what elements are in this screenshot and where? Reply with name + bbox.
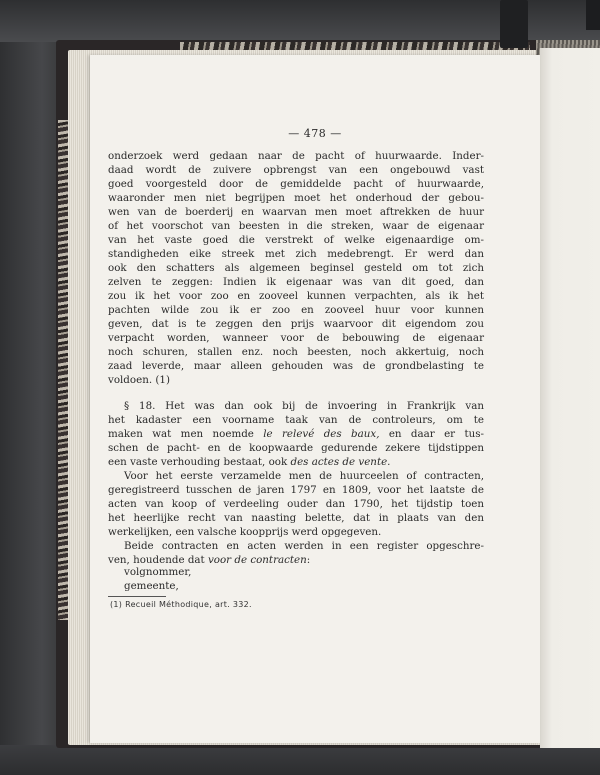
text-line xyxy=(108,456,484,470)
text-line: noch schuren, stallen enz. noch beesten, noch akkertuig, noch xyxy=(108,346,484,358)
text-line xyxy=(108,428,484,442)
text-span: : xyxy=(306,554,311,566)
italic-text: des actes de vente. xyxy=(290,456,391,468)
text-line: verpacht worden, wanneer voor de bebouwing de eigenaar xyxy=(108,332,484,344)
text-line: zelven te zeggen: Indien ik eigenaar was van dit goed, dan xyxy=(108,276,484,288)
text-line: het kadaster een voorname taak van de controleurs, om te xyxy=(108,414,484,426)
text-line: wen van de boerderij en waarvan men moet aftrekken de huur xyxy=(108,206,484,218)
text-line: schen de pacht- en de koopwaarde gedurende zekere tijdstippen xyxy=(108,442,484,454)
scanner-background-bottom xyxy=(0,745,600,775)
text-line: Voor het eerste verzamelde men de huurceelen of contracten, xyxy=(124,470,484,482)
text-span: en daar er tus- xyxy=(379,428,484,440)
text-line: pachten wilde zou ik er zoo en zooveel huur voor kunnen xyxy=(108,304,484,316)
text-line: het heerlijke recht van naasting belette, dat in plaats van den xyxy=(108,512,484,524)
section-heading-line: § 18. Het was dan ook bij de invoering in Frankrijk van xyxy=(124,400,484,412)
text-line: waaronder men niet begrijpen moet het onderhoud der gebou- xyxy=(108,192,484,204)
text-line: geven, dat is te zeggen den prijs waarvoor dit eigendom zou xyxy=(108,318,484,330)
text-line: zaad leverde, maar alleen gehouden was de grondbelasting te xyxy=(108,360,484,372)
text-span: een vaste verhouding bestaat, ook xyxy=(108,456,291,468)
list-item: gemeente, xyxy=(124,580,179,592)
text-line: werkelijken, een valsche koopprijs werd opgegeven. xyxy=(108,526,382,538)
text-line: onderzoek werd gedaan naar de pacht of huurwaarde. Inder- xyxy=(108,150,484,162)
text-line: of het voorschot van beesten in die streken, waar de eigenaar xyxy=(108,220,484,232)
scanner-clip-top xyxy=(500,0,528,48)
footnote-rule xyxy=(108,596,166,597)
text-line: geregistreerd tusschen de jaren 1797 en 1809, voor het laatste de xyxy=(108,484,484,496)
text-line: standigheden eike streek met zich medebrengt. Er werd dan xyxy=(108,248,484,260)
italic-text: le relevé des baux, xyxy=(263,428,380,440)
footnote: (1) Recueil Méthodique, art. 332. xyxy=(110,600,252,609)
page-number: — 478 — xyxy=(288,127,342,140)
scanner-background-left xyxy=(0,0,60,775)
italic-text: voor de contracten xyxy=(207,554,307,566)
text-line: ook den schatters als algemeen beginsel gesteld om tot zich xyxy=(108,262,484,274)
text-line: Beide contracten en acten werden in een register opgeschre- xyxy=(124,540,484,552)
text-span: maken wat men noemde xyxy=(108,428,264,440)
text-span: ven, houdende dat xyxy=(108,554,208,566)
text-line: voldoen. (1) xyxy=(108,374,170,386)
text-line: zou ik het voor zoo en zooveel kunnen verpachten, als ik het xyxy=(108,290,484,302)
text-line: daad wordt de zuivere opbrengst van een ongebouwd vast xyxy=(108,164,484,176)
text-line: van het vaste goed die verstrekt of welke eigenaardige om- xyxy=(108,234,484,246)
scanner-clip-right xyxy=(586,0,600,30)
next-page-edge xyxy=(540,48,600,748)
list-item: volgnommer, xyxy=(124,566,192,578)
text-line: goed voorgesteld door de gemiddelde pacht of huurwaarde, xyxy=(108,178,484,190)
text-line: acten van koop of verdeeling ouder dan 1790, het tijdstip toen xyxy=(108,498,484,510)
